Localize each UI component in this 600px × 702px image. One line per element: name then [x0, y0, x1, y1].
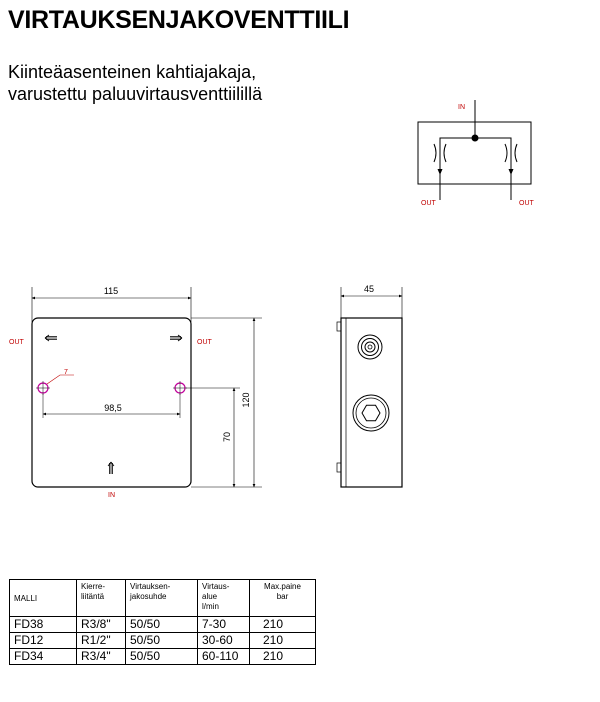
header-kierreliitanta: Kierre- liitäntä — [77, 580, 126, 617]
valve-body-side — [341, 318, 402, 487]
depth-dimension: 45 — [363, 284, 375, 294]
cell-paine: 210 — [250, 633, 316, 649]
front-out-right-label: OUT — [197, 339, 212, 346]
spec-table — [9, 579, 316, 665]
schematic-left-arrow — [438, 169, 443, 175]
subtitle-line-2: varustettu paluuvirtausventtiilillä — [8, 84, 263, 104]
cell-kierre: R1/2" — [77, 633, 126, 649]
hydraulic-schematic — [418, 100, 535, 207]
schematic-right-arrow — [509, 169, 514, 175]
schematic-right-branch — [475, 138, 511, 200]
cell-jakosuhde: 50/50 — [126, 649, 198, 665]
cell-virtausalue: 7-30 — [198, 617, 250, 633]
cell-malli: FD12 — [10, 633, 77, 649]
cell-kierre: R3/8" — [77, 617, 126, 633]
header-virtausalue: Virtaus- alue l/min — [198, 580, 250, 617]
header-maxpaine: Max.paine bar — [250, 580, 316, 617]
table-row — [10, 633, 316, 649]
front-in-label: IN — [108, 492, 115, 499]
schematic-out-left-label: OUT — [421, 200, 436, 207]
header-malli: MALLI — [10, 580, 77, 617]
header-virtauksenjakosuhde: Virtauksen- jakosuhde — [126, 580, 198, 617]
cell-virtausalue: 30-60 — [198, 633, 250, 649]
cell-malli: FD34 — [10, 649, 77, 665]
width-dimension: 115 — [103, 286, 119, 296]
cell-malli: FD38 — [10, 617, 77, 633]
spec-table-header-row — [10, 580, 316, 617]
height-dimension: 120 — [241, 392, 251, 408]
cell-jakosuhde: 50/50 — [126, 633, 198, 649]
hole-dia-dimension: 7 — [64, 369, 68, 376]
cell-kierre: R3/4" — [77, 649, 126, 665]
front-out-left-label: OUT — [9, 339, 24, 346]
cell-virtausalue: 60-110 — [198, 649, 250, 665]
schematic-in-label: IN — [458, 104, 465, 111]
cell-paine: 210 — [250, 649, 316, 665]
side-view — [337, 284, 402, 487]
schematic-out-right-label: OUT — [519, 200, 534, 207]
table-row — [10, 617, 316, 633]
page-title: VIRTAUKSENJAKOVENTTIILI — [8, 6, 350, 34]
cell-jakosuhde: 50/50 — [126, 617, 198, 633]
cell-paine: 210 — [250, 617, 316, 633]
hole-spacing-dimension: 98,5 — [104, 403, 122, 413]
hole-height-dimension: 70 — [222, 431, 232, 443]
subtitle-line-1: Kiinteäasenteinen kahtiajakaja, — [8, 62, 257, 82]
table-row — [10, 649, 316, 665]
front-view — [9, 286, 262, 499]
